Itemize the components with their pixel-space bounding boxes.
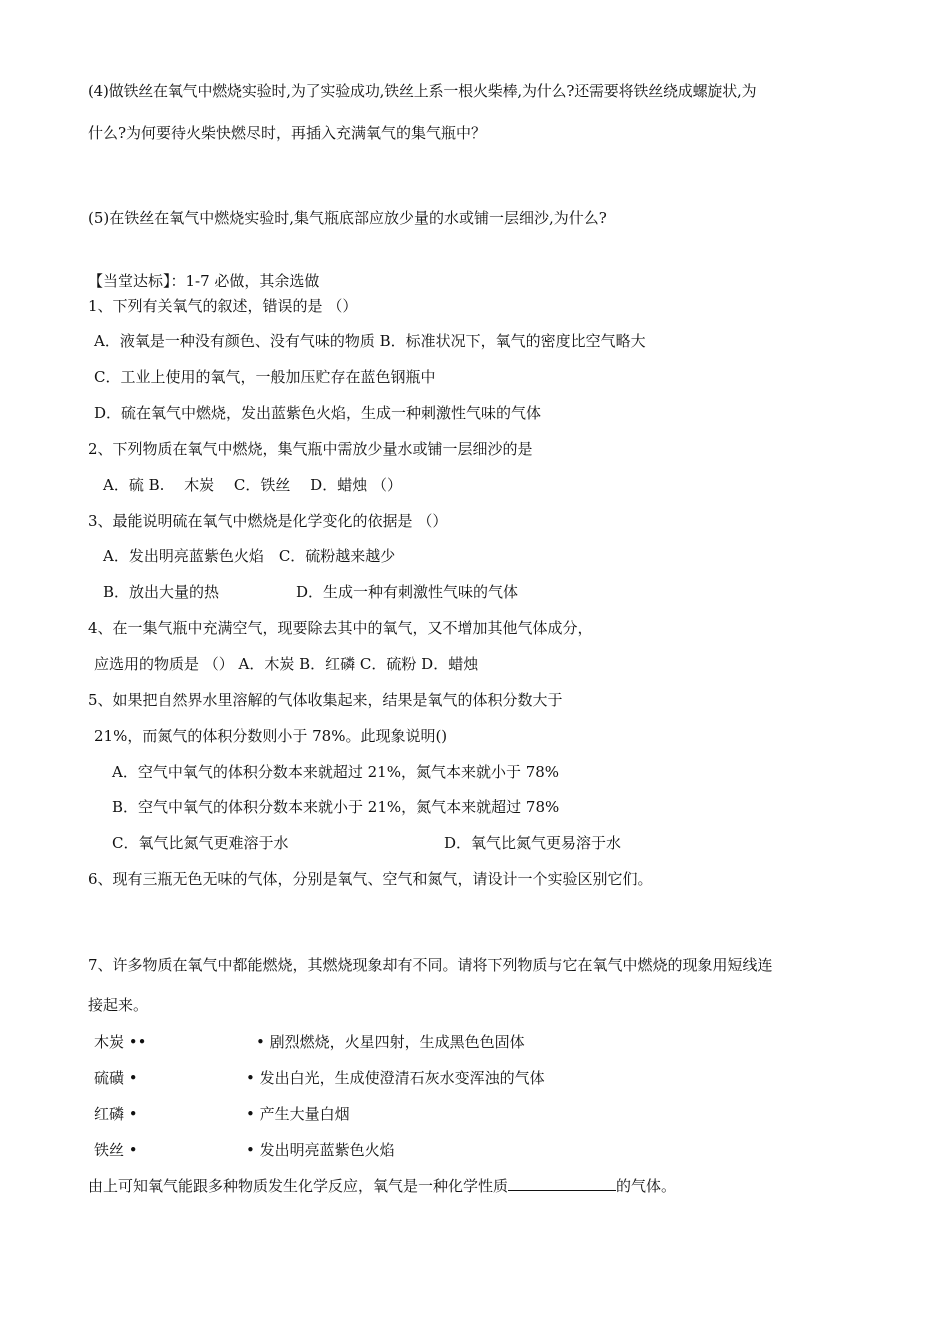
p1-option-d: D．硫在氧气中燃烧，发出蓝紫色火焰，生成一种刺激性气味的气体 xyxy=(94,404,542,422)
p3-stem: 3、最能说明硫在氧气中燃烧是化学变化的依据是 （） xyxy=(88,512,448,530)
p6-text: 6、现有三瓶无色无味的气体，分别是氧气、空气和氮气，请设计一个实验区别它们。 xyxy=(88,870,653,888)
p1-option-ab: A．液氧是一种没有颜色、没有气味的物质 B．标准状况下，氧气的密度比空气略大 xyxy=(94,332,646,350)
match-right-item: • 发出白光，生成使澄清石灰水变浑浊的气体 xyxy=(246,1069,545,1087)
match-left-item: 木炭 •• xyxy=(94,1033,147,1051)
p3-option-ac: A．发出明亮蓝紫色火焰 C．硫粉越来越少 xyxy=(103,547,396,565)
match-right-item: • 发出明亮蓝紫色火焰 xyxy=(246,1141,395,1159)
p4-line2: 应选用的物质是 （） A．木炭 B．红磷 C．硫粉 D．蜡烛 xyxy=(94,655,479,673)
p1-stem: 1、下列有关氧气的叙述，错误的是 （） xyxy=(88,297,358,315)
p5-option-d: D．氧气比氮气更易溶于水 xyxy=(444,834,622,852)
conclusion-text-before: 由上可知氧气能跟多种物质发生化学反应，氧气是一种化学性质 xyxy=(88,1177,509,1195)
q4-line2: 什么?为何要待火柴快燃尽时，再插入充满氧气的集气瓶中？ xyxy=(88,124,487,142)
section-header: 【当堂达标】：1-7 必做，其余选做 xyxy=(88,272,320,290)
match-left-item: 铁丝 • xyxy=(94,1141,138,1159)
q5-text: (5)在铁丝在氧气中燃烧实验时,集气瓶底部应放少量的水或铺一层细沙,为什么? xyxy=(88,209,607,227)
p5-option-c: C．氧气比氮气更难溶于水 xyxy=(112,834,289,852)
match-left-item: 硫磺 • xyxy=(94,1069,138,1087)
q4-line1: (4)做铁丝在氧气中燃烧实验时,为了实验成功,铁丝上系一根火柴棒,为什么?还需要将铁丝绕成螺旋状,为 xyxy=(88,82,757,100)
p4-stem: 4、在一集气瓶中充满空气，现要除去其中的氧气，又不增加其他气体成分， xyxy=(88,619,593,637)
answer-blank[interactable] xyxy=(508,1176,616,1191)
match-right-item: • 剧烈燃烧，火星四射，生成黑色色固体 xyxy=(256,1033,525,1051)
p7-conclusion xyxy=(88,1176,676,1196)
p3-option-b: B．放出大量的热 xyxy=(103,583,220,601)
p7-line1: 7、许多物质在氧气中都能燃烧，其燃烧现象却有不同。请将下列物质与它在氧气中燃烧的现象用短线连 xyxy=(88,956,773,974)
match-right-item: • 产生大量白烟 xyxy=(246,1105,350,1123)
p2-options: A．硫 B. 木炭 C．铁丝 D．蜡烛 （） xyxy=(103,476,402,494)
p3-option-d: D．生成一种有刺激性气味的气体 xyxy=(296,583,519,601)
match-left-item: 红磷 • xyxy=(94,1105,138,1123)
p5-option-a: A．空气中氧气的体积分数本来就超过 21%，氮气本来就小于 78% xyxy=(112,763,560,781)
p5-line2: 21%，而氮气的体积分数则小于 78%。此现象说明() xyxy=(94,727,448,745)
conclusion-text-after: 的气体。 xyxy=(616,1177,677,1195)
p1-option-c: C．工业上使用的氧气，一般加压贮存在蓝色钢瓶中 xyxy=(94,368,436,386)
p5-stem: 5、如果把自然界水里溶解的气体收集起来，结果是氧气的体积分数大于 xyxy=(88,691,563,709)
p7-line2: 接起来。 xyxy=(88,996,149,1014)
p5-option-b: B．空气中氧气的体积分数本来就小于 21%，氮气本来就超过 78% xyxy=(112,798,560,816)
p2-stem: 2、下列物质在氧气中燃烧，集气瓶中需放少量水或铺一层细沙的是 xyxy=(88,440,533,458)
